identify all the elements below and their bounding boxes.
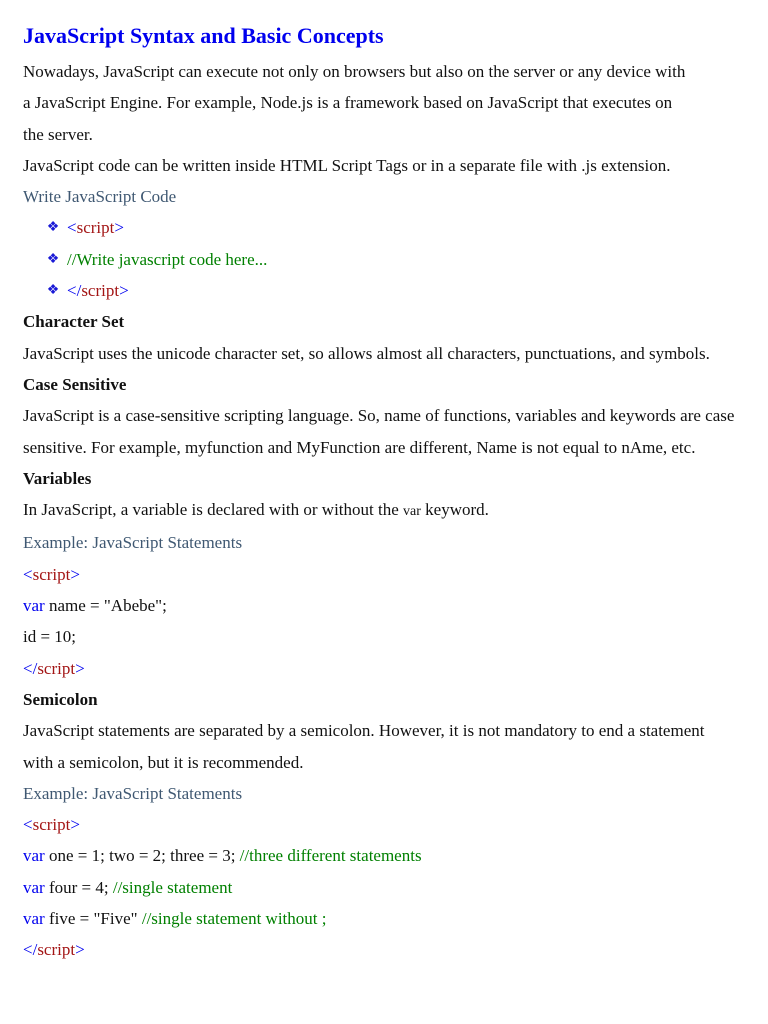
code-keyword: var [23,596,45,616]
case-sensitive-line: JavaScript is a case-sensitive scripting language. So, name of functions, variables and keywords are case [23,406,735,426]
diamond-bullet-icon: ❖ [46,251,60,267]
tag-bracket: > [119,281,129,301]
tag-bracket: > [70,564,80,584]
intro-section [23,56,758,181]
intro-line: a JavaScript Engine. For example, Node.js is a framework based on JavaScript that executes on [23,93,673,113]
tag-bracket: </ [67,281,82,301]
tag-name: script [81,281,120,301]
write-code-section [23,181,758,306]
code-line: id = 10; [23,627,77,647]
variables-text-before: In JavaScript, a variable is declared with or without the [23,500,404,520]
semicolon-line: with a semicolon, but it is recommended. [23,752,304,772]
tag-name: script [37,940,76,960]
tag-name: script [32,564,71,584]
character-set-section [23,306,758,369]
code-line [23,903,758,934]
case-sensitive-line: sensitive. For example, myfunction and MyFunction are different, Name is not equal to nAme, etc. [23,437,696,457]
tag-bracket: > [75,658,85,678]
tag-bracket: < [67,218,77,238]
semicolon-line: JavaScript statements are separated by a semicolon. However, it is not mandatory to end a statement [23,721,705,741]
case-sensitive-section [23,369,758,463]
semicolon-heading: Semicolon [23,689,98,709]
code-line [23,872,758,903]
code-line [23,559,758,590]
write-code-heading: Write JavaScript Code [23,187,177,207]
semicolon-section [23,684,758,966]
code-keyword: var [23,846,45,866]
intro-line: Nowadays, JavaScript can execute not only on browsers but also on the server or any device with [23,62,686,81]
code-line [23,590,758,621]
code-line [23,934,758,965]
semicolon-example-heading: Example: JavaScript Statements [23,783,243,803]
code-keyword: var [23,909,45,929]
diamond-bullet-icon: ❖ [46,283,60,299]
code-line [23,840,758,871]
variables-section [23,463,758,684]
code-keyword: var [23,877,45,897]
code-line [23,809,758,840]
code-text: four = 4; [44,877,113,897]
variables-heading: Variables [23,468,92,488]
tag-name: script [76,218,115,238]
code-comment: //single statement without ; [141,909,327,929]
character-set-heading: Character Set [23,312,125,332]
list-item [46,275,758,306]
code-text: five = "Five" [44,909,142,929]
diamond-bullet-icon: ❖ [46,220,60,236]
list-item [46,212,758,243]
tag-bracket: > [75,940,85,960]
code-line [23,653,758,684]
tag-bracket: </ [23,940,38,960]
tag-name: script [32,815,71,835]
tag-bracket: < [23,564,33,584]
page-title: JavaScript Syntax and Basic Concepts [23,23,384,48]
variables-text-after: keyword. [420,500,489,520]
code-comment: //Write javascript code here... [67,249,268,269]
intro-line: JavaScript code can be written inside HTML Script Tags or in a separate file with .js extension. [23,155,671,175]
code-text: name = "Abebe"; [44,596,167,616]
write-code-list [23,212,758,306]
variables-example-heading: Example: JavaScript Statements [23,533,243,553]
list-item [46,244,758,275]
tag-bracket: < [23,815,33,835]
var-keyword-inline: var [403,504,421,520]
variables-text [23,494,758,527]
intro-line: the server. [23,124,93,144]
code-comment: //single statement [112,877,233,897]
tag-bracket: > [70,815,80,835]
tag-bracket: > [114,218,124,238]
code-text: one = 1; two = 2; three = 3; [44,846,240,866]
character-set-text: JavaScript uses the unicode character set, so allows almost all characters, punctuations, and symbols. [23,343,710,363]
tag-name: script [37,658,76,678]
code-comment: //three different statements [239,846,422,866]
case-sensitive-heading: Case Sensitive [23,374,127,394]
tag-bracket: </ [23,658,38,678]
